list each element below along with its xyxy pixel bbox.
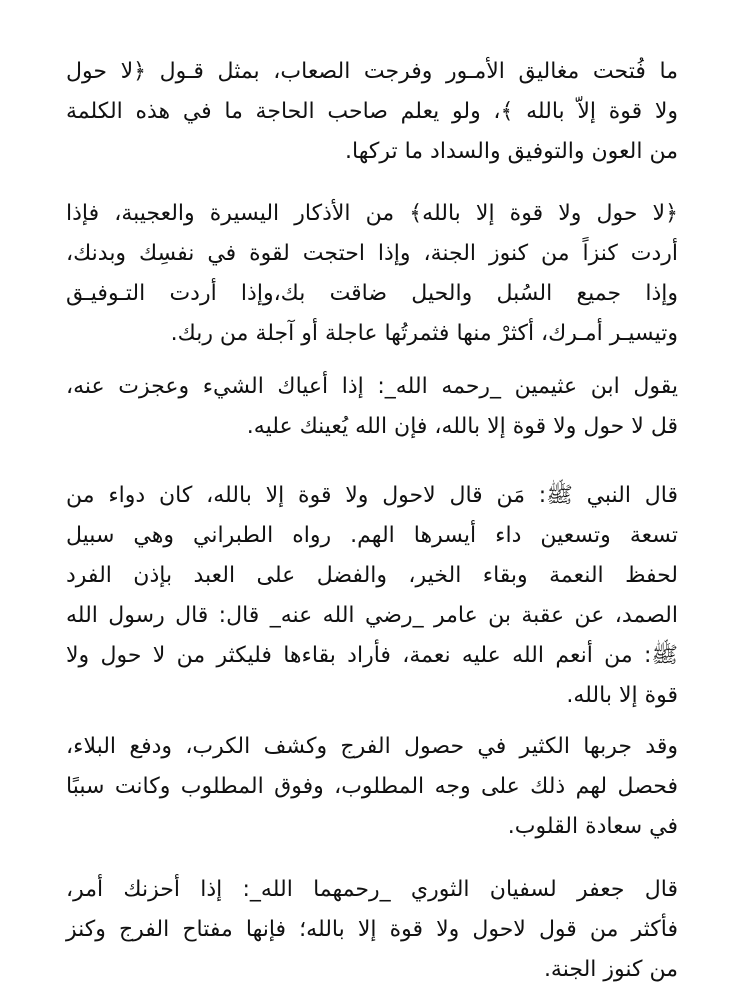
text-line: تسعة وتسعين داء أيسرها الهم. رواه الطبراني وهي سبيل — [66, 523, 678, 548]
text-line: لحفظ النعمة وبقاء الخير، والفضل على العبد بإذن الفرد — [66, 563, 678, 588]
text-line: أردت كنزاً من كنوز الجنة، وإذا احتجت لقوة في نفسِك وبدنك، — [66, 241, 678, 266]
text-line: الصمد، عن عقبة بن عامر _رضي الله عنه_ قال: قال رسول الله — [66, 603, 678, 628]
text-line: يقول ابن عثيمين _رحمه الله_: إذا أعياك الشيء وعجزت عنه، — [66, 374, 678, 399]
text-line: ما فُتحت مغاليق الأمـور وفرجت الصعاب، بمثل قـول ﴿لا حول — [66, 59, 678, 84]
text-line: وقد جربها الكثير في حصول الفرج وكشف الكرب، ودفع البلاء، — [66, 734, 678, 759]
paragraph-6 — [66, 870, 678, 990]
text-line: ولا قوة إلاّ بالله ﴾، ولو يعلم صاحب الحاجة ما في هذه الكلمة — [66, 99, 678, 124]
text-line: من العون والتوفيق والسداد ما تركها. — [345, 139, 678, 164]
paragraph-1 — [66, 52, 678, 172]
text-line: فأكثر من قول لاحول ولا قوة إلا بالله؛ فإنها مفتاح الفرج وكنز — [66, 917, 678, 942]
text-line: وتيسيـر أمـرك، أكثرْ منها فثمرتُها عاجلة أو آجلة من ربك. — [170, 321, 678, 346]
text-line: وإذا جميع السُبل والحيل ضاقت بك،وإذا أردت التـوفيـق — [66, 281, 678, 306]
paragraph-2 — [66, 194, 678, 354]
text-line: ﷺ: من أنعم الله عليه نعمة، فأراد بقاءها فليكثر من لا حول ولا — [66, 643, 678, 668]
text-line: من كنوز الجنة. — [543, 957, 678, 982]
paragraph-4 — [66, 476, 678, 716]
text-line: فحصل لهم ذلك على وجه المطلوب، وفوق المطلوب وكانت سببًا — [66, 774, 678, 799]
text-line: قال النبي ﷺ: مَن قال لاحول ولا قوة إلا بالله، كان دواء من — [66, 483, 678, 508]
paragraph-5 — [66, 727, 678, 847]
paragraph-3 — [66, 367, 678, 447]
text-line: قل لا حول ولا قوة إلا بالله، فإن الله يُعينك عليه. — [246, 414, 678, 439]
text-line: قوة إلا بالله. — [566, 683, 678, 708]
text-line: في سعادة القلوب. — [507, 814, 678, 839]
text-line: قال جعفر لسفيان الثوري _رحمهما الله_: إذا أحزنك أمر، — [66, 877, 678, 902]
text-line: ﴿لا حول ولا قوة إلا بالله﴾ من الأذكار اليسيرة والعجيبة، فإذا — [66, 201, 678, 226]
